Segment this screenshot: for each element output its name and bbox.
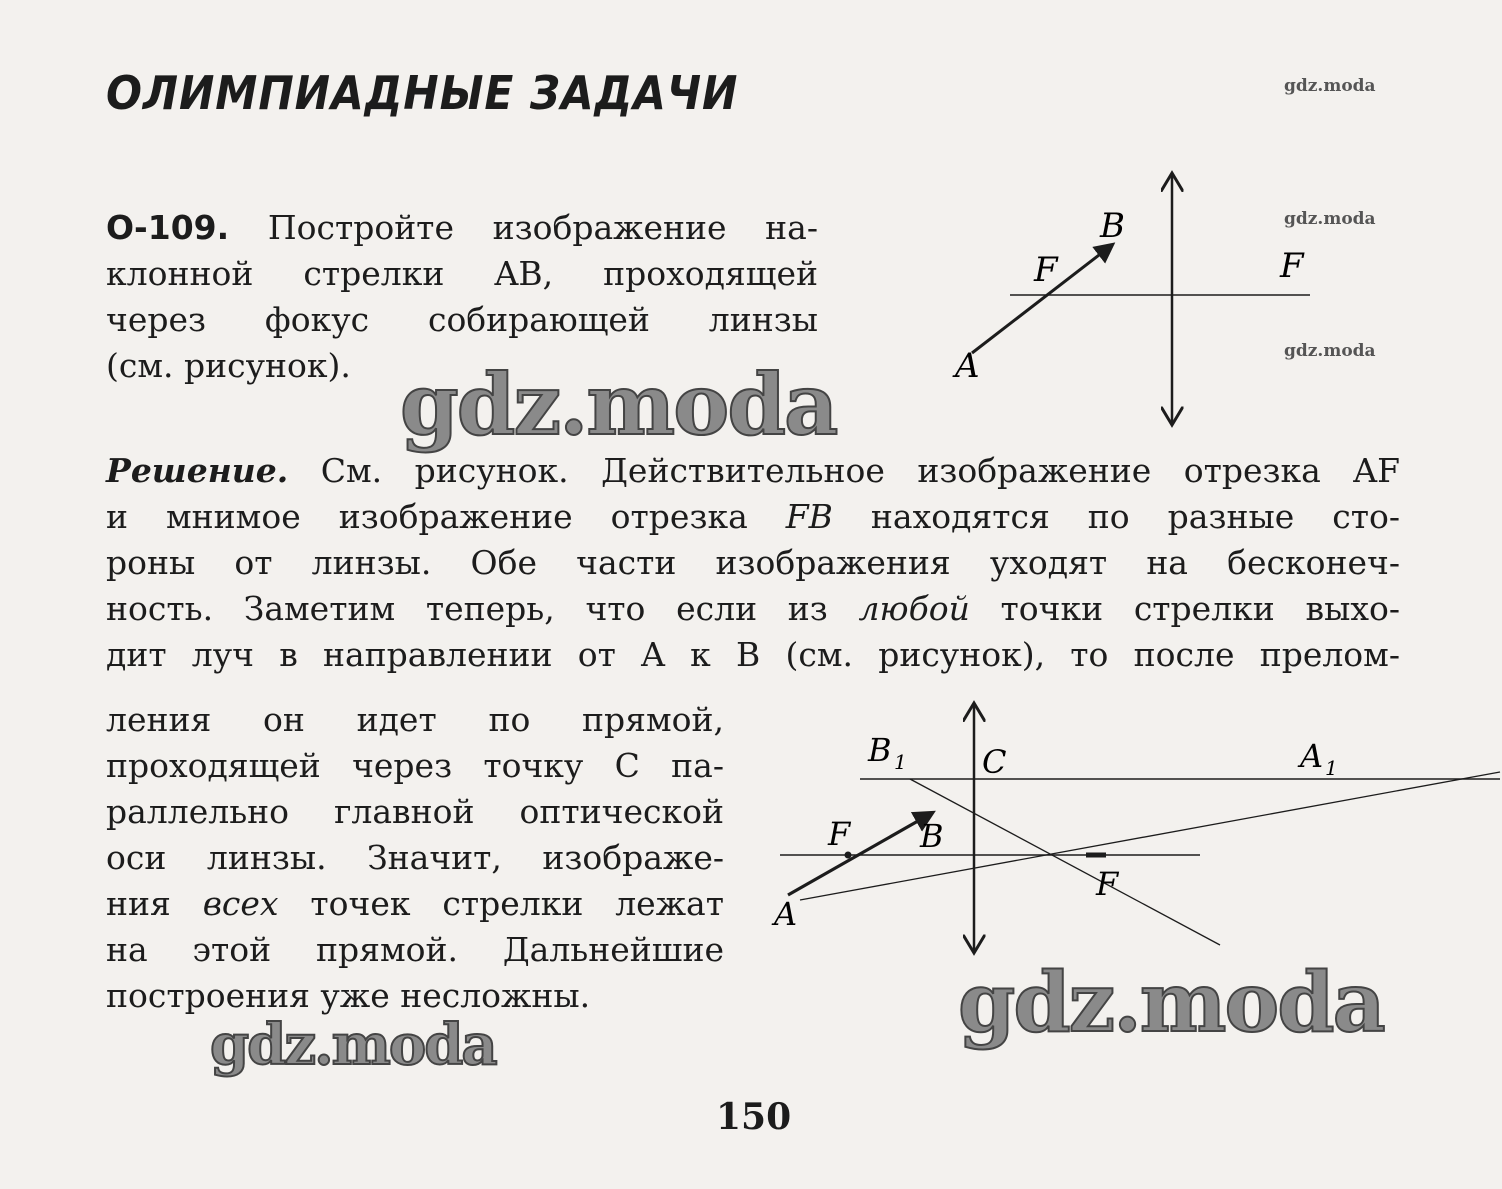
label-a1: A xyxy=(1300,737,1324,775)
watermark-small: gdz.moda xyxy=(1284,341,1376,361)
watermark-large: gdz.moda xyxy=(210,1012,496,1078)
watermark-large: gdz.moda xyxy=(958,955,1384,1051)
refracted-ray xyxy=(800,772,1500,900)
solution-text xyxy=(106,448,1400,678)
solution-line-part: ность. Заметим теперь, что если из xyxy=(106,589,859,628)
watermark-large: gdz.moda xyxy=(400,355,837,454)
problem-line: через фокус собирающей линзы xyxy=(106,300,818,339)
solution-line: на этой прямой. Дальнейшие xyxy=(106,930,724,969)
problem-line: Постройте изображение на- xyxy=(267,208,818,247)
section-heading: ОЛИМПИАДНЫЕ ЗАДАЧИ xyxy=(106,66,739,120)
label-f-left: F xyxy=(1034,250,1058,290)
solution-line: роны от линзы. Обе части изображения уходят на бесконеч- xyxy=(106,543,1400,582)
label-a1-subscript: 1 xyxy=(1325,756,1338,780)
solution-line-part: любой xyxy=(858,589,970,628)
solution-line: См. рисунок. Действительное изображение отрезка AF xyxy=(320,451,1401,490)
solution-line-part: всех xyxy=(202,884,279,923)
solution-line-part: точки стрелки выхо- xyxy=(969,589,1400,628)
solution-line: оси линзы. Значит, изображе- xyxy=(106,838,724,877)
solution-line: ления он идет по прямой, xyxy=(106,700,724,739)
label-a: A xyxy=(774,895,798,933)
solution-line-part: находятся по разные сто- xyxy=(832,497,1400,536)
label-b: B xyxy=(1100,206,1125,246)
solution-line: построения уже несложны. xyxy=(106,976,591,1015)
watermark-small: gdz.moda xyxy=(1284,209,1376,229)
label-a: A xyxy=(955,346,980,386)
solution-line-part: ния xyxy=(106,884,203,923)
figure-lens-arrow xyxy=(940,165,1340,435)
label-f-left: F xyxy=(828,815,851,853)
label-b1-subscript: 1 xyxy=(894,750,907,774)
label-c: C xyxy=(982,743,1007,781)
page-number: 150 xyxy=(716,1096,792,1138)
solution-line-part: FB xyxy=(785,497,833,536)
construction-ray xyxy=(910,779,1220,945)
problem-number: О-109. xyxy=(106,208,230,247)
solution-line-part: точек стрелки лежат xyxy=(278,884,724,923)
arrow-ab xyxy=(788,813,932,895)
watermark-small: gdz.moda xyxy=(1284,76,1376,96)
solution-label: Решение. xyxy=(106,451,289,490)
solution-text-narrow xyxy=(106,697,724,1019)
label-f-right: F xyxy=(1280,246,1304,286)
solution-line: дит луч в направлении от A к B (см. рисунок), то после прелом- xyxy=(106,635,1400,674)
label-b: B xyxy=(920,817,944,855)
label-f-right: F xyxy=(1096,865,1119,903)
problem-line: (см. рисунок). xyxy=(106,346,351,385)
solution-line: раллельно главной оптической xyxy=(106,792,724,831)
solution-line: проходящей через точку C па- xyxy=(106,746,724,785)
solution-line-part: и мнимое изображение отрезка xyxy=(106,497,786,536)
problem-line: клонной стрелки AB, проходящей xyxy=(106,254,818,293)
label-b1: B xyxy=(868,731,892,769)
figure-ray-construction xyxy=(760,695,1502,965)
